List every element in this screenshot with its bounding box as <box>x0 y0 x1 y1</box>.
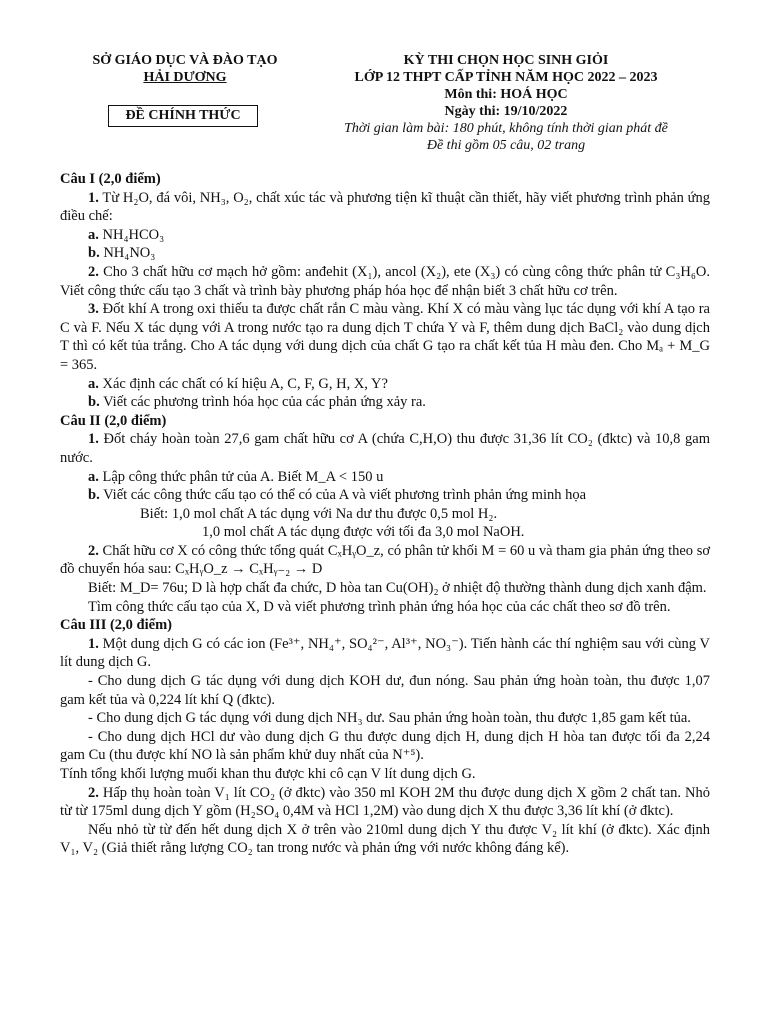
item-text: Xác định các chất có kí hiệu A, C, F, G, H, X, Y? <box>102 375 388 392</box>
exam-title: KỲ THI CHỌN HỌC SINH GIỎI <box>403 53 609 68</box>
section-3-title: Câu III (2,0 điểm) <box>60 617 172 634</box>
official-label-box: ĐỀ CHÍNH THỨC <box>108 105 258 127</box>
item-text: Lập công thức phân tử của A. Biết M_A < 150 u <box>102 468 384 485</box>
item-2-1-b <box>60 486 710 505</box>
header-right <box>296 52 716 154</box>
item-letter: b. <box>88 487 100 504</box>
item-text: Viết các phương trình hóa học của các phản ứng xảy ra. <box>103 394 426 411</box>
exam-duration: Thời gian làm bài: 180 phút, không tính thời gian phát đề <box>344 121 668 136</box>
exam-pages: Đề thi gồm 05 câu, 02 trang <box>426 138 586 153</box>
province-name: HẢI DƯƠNG <box>143 70 227 85</box>
question-2-2-task: Tìm công thức cấu tạo của X, D và viết phương trình phản ứng hóa học của các chất theo sơ đồ trên. <box>88 598 671 615</box>
experiment-1: - Cho dung dịch G tác dụng với dung dịch KOH dư, đun nóng. Sau phản ứng hoàn toàn, thu được 1,07 gam kết tủa và 0,224 lít khí Q (đktc). <box>60 673 710 708</box>
item-letter: b. <box>88 394 100 411</box>
question-number: 1. <box>88 189 99 206</box>
question-text: Đốt khí A trong oxi thiếu ta được chất rắn C màu vàng. Khí X có màu vàng lục tác dụng với khí A tạo ra C và F. Nếu X tác dụng với A trong nước tạo ra dung dịch T chứa Y và F, thêm dung dịch BaCl₂ vào dung dịch T thì có kết tủa trắng. Cho A tác dụng với dung dịch của chất G tạo ra chất kết tủa H màu đen. Cho Mₐ + M_G = 365. <box>60 301 710 373</box>
question-3-1-task: Tính tổng khối lượng muối khan thu được khi cô cạn V lít dung dịch G. <box>60 766 476 782</box>
question-2-1 <box>60 430 710 467</box>
experiment-2: - Cho dung dịch G tác dụng với dung dịch NH₃ dư. Sau phản ứng hoàn toàn, thu được 1,85 gam kết tủa. <box>88 710 691 727</box>
question-text: Chất hữu cơ X có công thức tổng quát CₓHᵧO_z, có phân tử khối M = 60 u và tham gia phản ứng theo sơ đồ chuyển hóa sau: CₓHᵧO_z → CₓHᵧ₋₂ → D <box>60 542 711 578</box>
question-text: Từ H₂O, đá vôi, NH₃, O₂, chất xúc tác và phương tiện kĩ thuật cần thiết, hãy viết phương trình phản ứng điều chế: <box>60 189 710 225</box>
question-number: 1. <box>88 431 99 448</box>
exam-level: LỚP 12 THPT CẤP TỈNH NĂM HỌC 2022 – 2023 <box>354 70 658 85</box>
question-3-1 <box>60 635 710 672</box>
question-text: Đốt cháy hoàn toàn 27,6 gam chất hữu cơ A (chứa C,H,O) thu được 31,36 lít CO₂ (đktc) và 10,8 gam nước. <box>60 431 710 466</box>
exam-date: Ngày thi: 19/10/2022 <box>444 104 568 119</box>
department-name: SỞ GIÁO DỤC VÀ ĐÀO TẠO <box>92 53 278 68</box>
question-1-3 <box>60 300 710 374</box>
question-number: 2. <box>88 263 99 280</box>
question-3-2-part-b: Nếu nhỏ từ từ đến hết dung dịch X ở trên vào 210ml dung dịch Y thu được V₂ lít khí (ở đktc). Xác định V₁, V₂ (Giả thiết rằng lượng CO₂ tan trong nước và phản ứng với nước không đáng kể). <box>60 821 710 857</box>
question-text: Hấp thụ hoàn toàn V₁ lít CO₂ (ở đktc) vào 350 ml KOH 2M thu được dung dịch X gồm 2 chất tan. Nhỏ từ từ 175ml dung dịch Y gồm (H₂SO₄ 0,4M và HCl 1,2M) vào dung dịch X thu được 3,36 lít khí (ở đktc). <box>60 784 710 820</box>
header-left <box>60 52 310 86</box>
question-text: Cho 3 chất hữu cơ mạch hở gồm: anđehit (X₁), ancol (X₂), ete (X₃) có cùng công thức phân tử C₃H₆O. Viết công thức cấu tạo 3 chất và trình bày phương pháp hóa học để nhận biết 3 chất hữu cơ trên. <box>60 263 710 299</box>
question-3-2 <box>60 784 710 821</box>
item-letter: a. <box>88 468 99 485</box>
question-number: 3. <box>88 301 99 318</box>
question-text: Một dung dịch G có các ion (Fe³⁺, NH₄⁺, SO₄²⁻, Al³⁺, NO₃⁻). Tiến hành các thí nghiệm sau với cùng V lít dung dịch G. <box>60 635 710 671</box>
item-1-3-b <box>60 393 710 412</box>
given-condition-1: Biết: 1,0 mol chất A tác dụng với Na dư thu được 0,5 mol H₂. <box>140 505 498 522</box>
exam-subject: Môn thi: HOÁ HỌC <box>444 87 568 102</box>
question-2-2-note: Biết: M_D= 76u; D là hợp chất đa chức, D hòa tan Cu(OH)₂ ở nhiệt độ thường thành dung dịch xanh đậm. <box>88 580 707 597</box>
question-number: 2. <box>88 542 99 559</box>
experiment-3: - Cho dung dịch HCl dư vào dung dịch G thu được dung dịch H, dung dịch H hòa tan được tối đa 2,24 gam Cu (thu được khí NO là sản phẩm khử duy nhất của N⁺⁵). <box>60 728 710 764</box>
section-2-title: Câu II (2,0 điểm) <box>60 412 167 429</box>
exam-body <box>60 170 710 858</box>
section-1-title: Câu I (2,0 điểm) <box>60 171 161 187</box>
item-text: NH₄HCO₃ <box>102 226 165 243</box>
item-1-3-a <box>60 375 710 394</box>
question-number: 1. <box>88 635 99 652</box>
item-letter: a. <box>88 375 99 392</box>
question-2-2 <box>60 542 710 579</box>
item-2-1-a <box>60 468 710 487</box>
item-text: Viết các công thức cấu tạo có thể có của A và viết phương trình phản ứng minh họa <box>103 487 587 504</box>
question-number: 2. <box>88 784 99 801</box>
item-1-1-a <box>60 226 710 245</box>
given-condition-2: 1,0 mol chất A tác dụng được với tối đa 3,0 mol NaOH. <box>202 524 525 541</box>
item-text: NH₄NO₃ <box>103 245 156 262</box>
question-1-2 <box>60 263 710 300</box>
item-1-1-b <box>60 244 710 263</box>
item-letter: b. <box>88 245 100 262</box>
item-letter: a. <box>88 226 99 243</box>
question-1-1 <box>60 189 710 226</box>
